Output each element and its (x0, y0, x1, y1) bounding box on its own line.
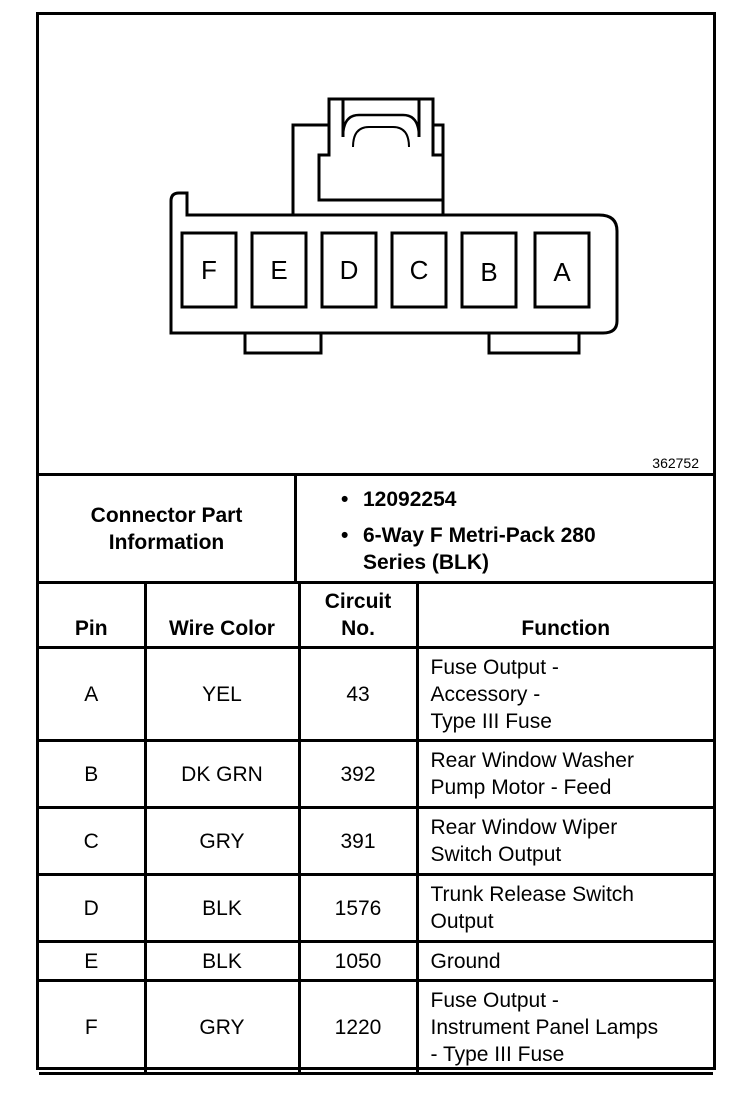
part-info-label-line1: Connector Part (90, 503, 243, 527)
part-info-label-line2: Information (108, 530, 225, 554)
cell-wire-color: YEL (145, 648, 299, 741)
part-info-row (39, 473, 713, 581)
function-line: Switch Output (430, 843, 562, 866)
pin-label-c: C (409, 255, 429, 285)
table-row (39, 808, 713, 875)
cell-function (417, 741, 713, 808)
cell-wire-color: GRY (145, 808, 299, 875)
function-line: Type III Fuse (430, 709, 552, 733)
cell-circuit: 391 (299, 808, 417, 875)
table-header-row (39, 583, 713, 648)
cell-pin: D (39, 875, 145, 942)
cell-wire-color: BLK (145, 942, 299, 981)
cell-wire-color: DK GRN (145, 741, 299, 808)
pin-label-f: F (201, 255, 217, 285)
table-row (39, 741, 713, 808)
table-row (39, 648, 713, 741)
cell-wire-color: GRY (145, 981, 299, 1074)
figure-number: 362752 (652, 455, 699, 471)
connector-drawing (39, 15, 713, 473)
cell-wire-color: BLK (145, 875, 299, 942)
part-info-label (39, 476, 297, 581)
function-line: Fuse Output - (430, 655, 559, 679)
pinout-table (39, 581, 713, 1075)
cell-circuit: 392 (299, 741, 417, 808)
function-line: Output (430, 910, 494, 933)
pin-label-d: D (339, 255, 359, 285)
connector-frame (36, 12, 716, 1070)
function-line: Accessory - (430, 682, 541, 706)
cell-function (417, 648, 713, 741)
lock-foot-right (489, 333, 579, 353)
function-line: Fuse Output - (430, 988, 559, 1012)
pin-label-b: B (480, 257, 498, 287)
connector-type: • 6-Way F Metri-Pack 280 Series (BLK) (297, 522, 623, 576)
table-row (39, 875, 713, 942)
cell-circuit: 1050 (299, 942, 417, 981)
header-circuit-line2: No. (341, 617, 375, 640)
cell-pin: B (39, 741, 145, 808)
connector-diagram (39, 15, 713, 473)
table-row (39, 981, 713, 1074)
function-line: Rear Window Washer (430, 749, 634, 772)
cell-pin: A (39, 648, 145, 741)
cell-pin: F (39, 981, 145, 1074)
function-line: Rear Window Wiper (430, 816, 618, 839)
cell-function (417, 808, 713, 875)
header-pin: Pin (39, 583, 145, 648)
function-line: Pump Motor - Feed (430, 776, 612, 799)
cell-function (417, 942, 713, 981)
part-number: • 12092254 (297, 486, 707, 513)
pin-label-a: A (553, 257, 571, 287)
header-wire-color: Wire Color (145, 583, 299, 648)
cell-function (417, 981, 713, 1074)
cell-circuit: 1220 (299, 981, 417, 1074)
header-circuit-line1: Circuit (324, 590, 392, 613)
function-line: Ground (430, 949, 501, 973)
part-info-list (297, 486, 707, 585)
connector-body (171, 193, 617, 333)
function-line: - Type III Fuse (430, 1042, 565, 1066)
lock-foot-left (245, 333, 321, 353)
cell-pin: C (39, 808, 145, 875)
cell-pin: E (39, 942, 145, 981)
cell-function (417, 875, 713, 942)
cell-circuit: 43 (299, 648, 417, 741)
table-row (39, 942, 713, 981)
pin-label-e: E (270, 255, 288, 285)
header-function: Function (417, 583, 713, 648)
function-line: Trunk Release Switch (430, 883, 634, 906)
function-line: Instrument Panel Lamps (430, 1015, 659, 1039)
header-circuit (299, 583, 417, 648)
cell-circuit: 1576 (299, 875, 417, 942)
